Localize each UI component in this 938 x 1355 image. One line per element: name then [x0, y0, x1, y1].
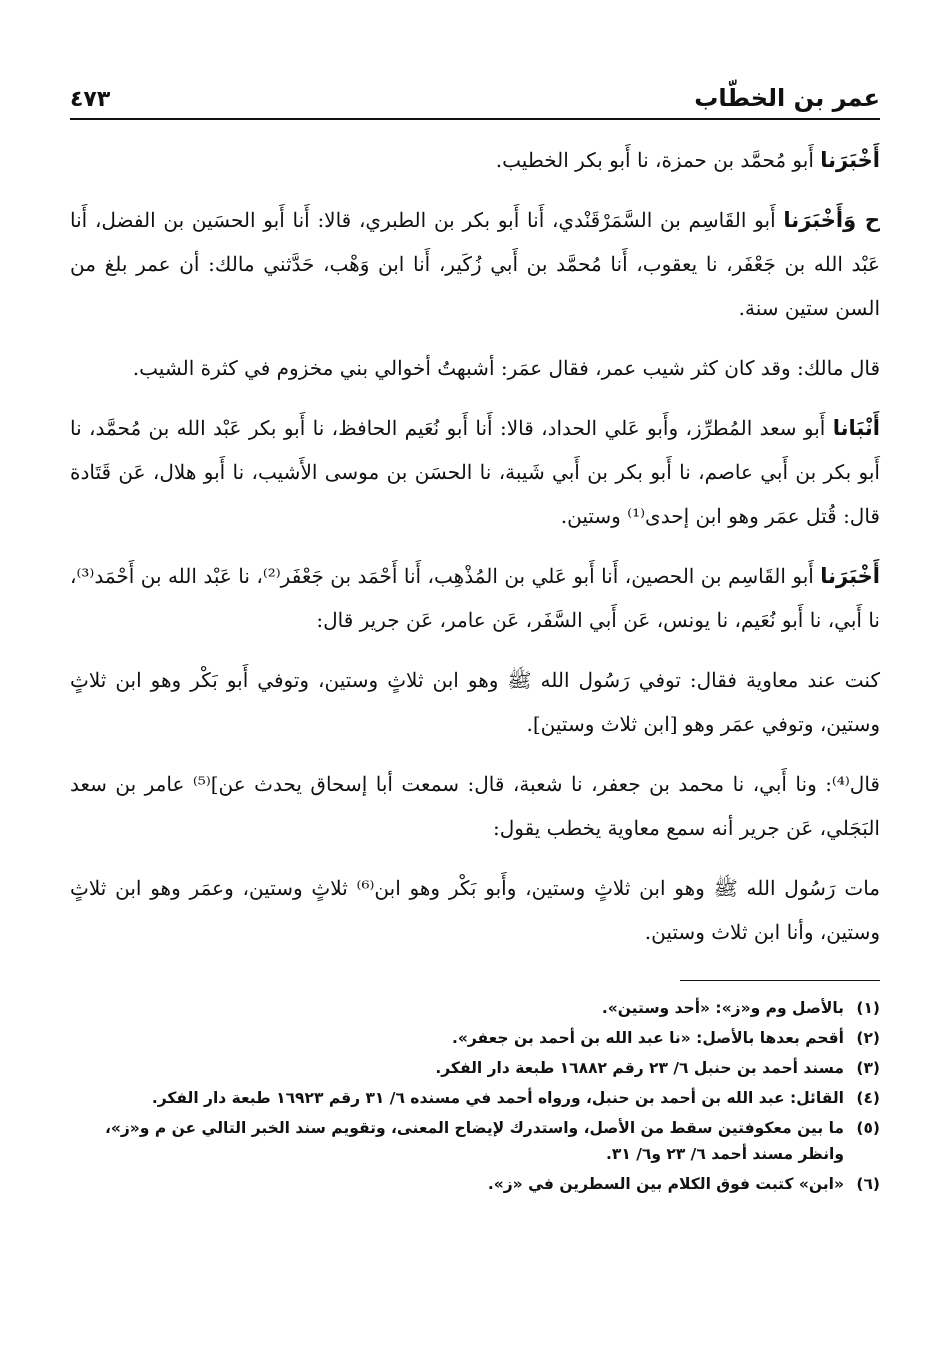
- paragraph-text: أَبو مُحمَّد بن حمزة، نا أَبو بكر الخطيب.: [495, 148, 821, 172]
- paragraph-text: قال⁽⁴⁾: ونا أَبي، نا محمد بن جعفر، نا شعبة، قال: سمعت أبا إسحاق يحدث عن]⁽⁵⁾ عامر بن سعد البَجَلي، عَن جرير أنه سمع معاوية يخطب يقول:: [70, 772, 880, 840]
- footnote: [70, 1115, 880, 1167]
- paragraph: [70, 138, 880, 182]
- footnote: [70, 1085, 880, 1111]
- paragraph: [70, 658, 880, 746]
- footnote-text: «ابن» كتبت فوق الكلام بين السطرين في «ز».: [487, 1175, 844, 1193]
- footnote-number: (٥): [856, 1119, 880, 1137]
- footnote-divider: [680, 980, 880, 981]
- main-text: [70, 138, 880, 954]
- paragraph-text: كنت عند معاوية فقال: توفي رَسُول الله ﷺ وهو ابن ثلاثٍ وستين، وتوفي أَبو بَكْر وهو ابن ثلاثٍ وستين، وتوفي عمَر وهو [ابن ثلاث وستين].: [70, 668, 880, 736]
- paragraph: [70, 554, 880, 642]
- paragraph-text: أَبو القَاسِم بن الحصين، أَنا أَبو عَلي بن المُذْهِب، أَنا أَحْمَد بن جَعْفَر⁽²⁾، نا عَبْد الله بن أَحْمَد⁽³⁾، نا أَبي، نا أَبو نُعَيم، نا يونس، عَن أَبي السَّفَر، عَن عامر، عَن جرير قال:: [70, 564, 880, 632]
- footnote: [70, 995, 880, 1021]
- page-header: [70, 72, 880, 120]
- paragraph-text: أَبو القَاسِم بن السَّمَرْقَنْدي، أَنا أَبو بكر بن الطبري، قالا: أَنا أَبو الحسَين بن الفضل، أَنا عَبْد الله بن جَعْفَر، نا يعقوب، أَنا مُحمَّد بن أَبي زُكَير، أَنا ابن وَهْب، حَدَّثني مالك: أن عمر بلغ من السن ستين سنة.: [70, 208, 880, 320]
- page-number: ٤٧٣: [70, 87, 111, 112]
- keyword: أَنْبَانا: [832, 416, 880, 440]
- paragraph: [70, 866, 880, 954]
- footnote-number: (٣): [856, 1059, 880, 1077]
- footnote-number: (٤): [856, 1089, 880, 1107]
- keyword: ح وَأَخْبَرَنا: [783, 208, 880, 232]
- footnote-number: (١): [856, 999, 880, 1017]
- paragraph: [70, 198, 880, 330]
- running-title: عمر بن الخطّاب: [694, 84, 880, 112]
- paragraph: [70, 762, 880, 850]
- footnote: [70, 1055, 880, 1081]
- footnote-text: مسند أحمد بن حنبل ٦/ ٢٣ رقم ١٦٨٨٢ طبعة دار الفكر.: [435, 1059, 844, 1077]
- paragraph: [70, 406, 880, 538]
- book-page: [70, 72, 880, 1332]
- footnote-text: ما بين معكوفتين سقط من الأصل، واستدرك لإيضاح المعنى، وتقويم سند الخبر التالي عن م و«ز»، وانظر مسند أحمد ٦/ ٢٣ و٦/ ٣١.: [104, 1119, 844, 1163]
- keyword: أَخْبَرَنا: [820, 148, 880, 172]
- footnote-text: القائل: عبد الله بن أحمد بن حنبل، ورواه أحمد في مسنده ٦/ ٣١ رقم ١٦٩٢٣ طبعة دار الفكر.: [151, 1089, 844, 1107]
- paragraph: [70, 346, 880, 390]
- paragraph-text: أَبو سعد المُطرِّز، وأَبو عَلي الحداد، قالا: أَنا أَبو نُعَيم الحافظ، نا أَبو بكر عَبْد الله بن مُحمَّد، نا أَبو بكر بن أَبي عاصم، نا أَبو بكر بن أَبي شَيبة، نا الحسَن بن موسى الأَشيب، نا أَبو هلال، عَن قَتَادة قال: قُتل عمَر وهو ابن إحدى⁽¹⁾ وستين.: [70, 416, 880, 528]
- footnote-number: (٦): [856, 1175, 880, 1193]
- paragraph-text: مات رَسُول الله ﷺ وهو ابن ثلاثٍ وستين، وأَبو بَكْر وهو ابن⁽⁶⁾ ثلاثٍ وستين، وعمَر وهو ابن ثلاثٍ وستين، وأنا ابن ثلاث وستين.: [70, 876, 880, 944]
- footnotes: [70, 995, 880, 1197]
- footnote-text: أقحم بعدها بالأصل: «نا عبد الله بن أحمد بن جعفر».: [451, 1029, 844, 1047]
- footnote: [70, 1171, 880, 1197]
- footnote: [70, 1025, 880, 1051]
- footnote-number: (٢): [856, 1029, 880, 1047]
- footnote-text: بالأصل وم و«ز»: «أحد وستين».: [601, 999, 844, 1017]
- paragraph-text: قال مالك: وقد كان كثر شيب عمر، فقال عمَر: أشبهتُ أخوالي بني مخزوم في كثرة الشيب.: [132, 356, 880, 380]
- keyword: أَخْبَرَنا: [820, 564, 880, 588]
